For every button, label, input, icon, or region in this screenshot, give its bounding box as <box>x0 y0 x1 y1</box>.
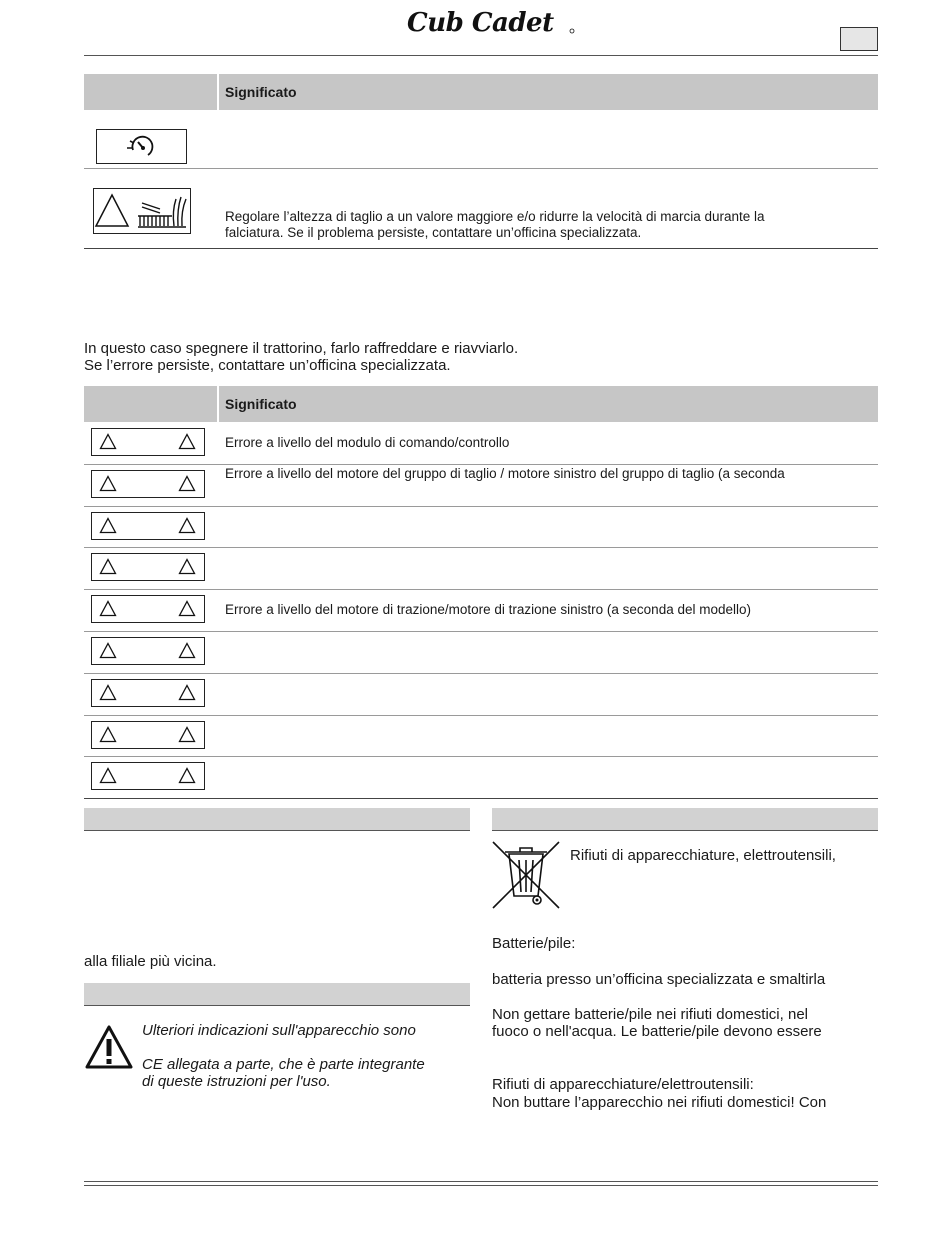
warning-grass-icon <box>94 189 190 233</box>
table2-row-divider <box>84 715 878 716</box>
error-code-box <box>91 679 205 707</box>
table1-bottom-rule <box>84 248 878 249</box>
left-section2-line-1: Ulteriori indicazioni sull'apparecchio sono <box>142 1022 416 1039</box>
batteries-line-2: Non gettare batterie/pile nei rifiuti domestici, nel <box>492 1006 808 1023</box>
batteries-line-1: batteria presso un’officina specializzata e smaltirla <box>492 971 826 988</box>
error-code-box <box>91 762 205 790</box>
table1-header <box>84 74 878 110</box>
error-code-box <box>91 512 205 540</box>
warning-triangle-icon <box>178 642 196 664</box>
warning-triangle-icon <box>99 642 117 664</box>
left-section2-line-2: CE allegata a parte, che è parte integrante <box>142 1056 425 1073</box>
intro-line-2: Se l’errore persiste, contattare un’officina specializzata. <box>84 357 451 374</box>
table2-header-label: Significato <box>225 396 297 412</box>
error-code-box <box>91 637 205 665</box>
brand-logo-text: Cub Cadet <box>407 8 554 38</box>
left-section1-header <box>84 808 470 831</box>
warning-triangle-icon <box>178 600 196 622</box>
speedometer-icon <box>97 130 186 163</box>
weee-text: Rifiuti di apparecchiature, elettroutensili, <box>570 847 836 864</box>
warning-triangle-icon <box>178 558 196 580</box>
table2-row-text: Errore a livello del modulo di comando/controllo <box>225 435 510 450</box>
error-code-box <box>91 428 205 456</box>
warning-triangle-icon <box>178 767 196 789</box>
waste-title: Rifiuti di apparecchiature/elettroutensili: <box>492 1076 754 1093</box>
warning-triangle-icon <box>99 475 117 497</box>
warning-triangle-icon <box>178 726 196 748</box>
table2-header <box>84 386 878 422</box>
table2-row-divider <box>84 631 878 632</box>
warning-triangle-icon <box>99 558 117 580</box>
warning-triangle-icon <box>99 726 117 748</box>
right-section-header <box>492 808 878 831</box>
table1-row2-text-1: Regolare l’altezza di taglio a un valore maggiore e/o ridurre la velocità di marcia durante la <box>225 209 765 224</box>
warning-triangle-icon <box>99 767 117 789</box>
table1-row2-text-2: falciatura. Se il problema persiste, contattare un’officina specializzata. <box>225 225 642 240</box>
warning-triangle-icon <box>99 600 117 622</box>
brand-logo <box>405 4 577 38</box>
table2-row-text: Errore a livello del motore del gruppo di taglio / motore sinistro del gruppo di taglio (a seconda <box>225 465 785 481</box>
table2-row-divider <box>84 589 878 590</box>
intro-line-1: In questo caso spegnere il trattorino, farlo raffreddare e riavviarlo. <box>84 340 519 357</box>
batteries-title: Batterie/pile: <box>492 935 576 952</box>
table2-row-divider <box>84 756 878 757</box>
batteries-line-3: fuoco o nell'acqua. Le batterie/pile devono essere <box>492 1023 822 1040</box>
weee-bin-icon <box>491 840 561 910</box>
warning-triangle-icon <box>99 684 117 706</box>
warning-triangle-icon <box>178 684 196 706</box>
waste-line-1: Non buttare l’apparecchio nei rifiuti domestici! Con <box>492 1094 827 1111</box>
warning-icon <box>84 1024 134 1070</box>
table2-row-text: Errore a livello del motore di trazione/motore di trazione sinistro (a seconda del modello) <box>225 602 751 618</box>
table2-row-divider <box>84 798 878 799</box>
table2-row-divider <box>84 673 878 674</box>
table1-row-divider <box>84 168 878 169</box>
speedometer-icon-box <box>96 129 187 164</box>
table2-row-divider <box>84 506 878 507</box>
warning-triangle-icon <box>99 517 117 539</box>
error-code-box <box>91 470 205 498</box>
error-code-box <box>91 553 205 581</box>
left-section1-text: alla filiale più vicina. <box>84 953 217 970</box>
table2-row-divider <box>84 547 878 548</box>
warning-triangle-icon <box>178 433 196 455</box>
error-code-box <box>91 595 205 623</box>
warning-grass-icon-box <box>93 188 191 234</box>
page-number-box <box>840 27 878 51</box>
warning-triangle-icon <box>178 517 196 539</box>
header-rule <box>84 55 878 56</box>
warning-triangle-icon <box>99 433 117 455</box>
left-section2-line-3: di queste istruzioni per l'uso. <box>142 1073 331 1090</box>
table1-header-label: Significato <box>225 84 297 100</box>
left-section2-header <box>84 983 470 1006</box>
warning-triangle-icon <box>178 475 196 497</box>
footer-rule-2 <box>84 1185 878 1186</box>
footer-rule-1 <box>84 1181 878 1182</box>
error-code-box <box>91 721 205 749</box>
